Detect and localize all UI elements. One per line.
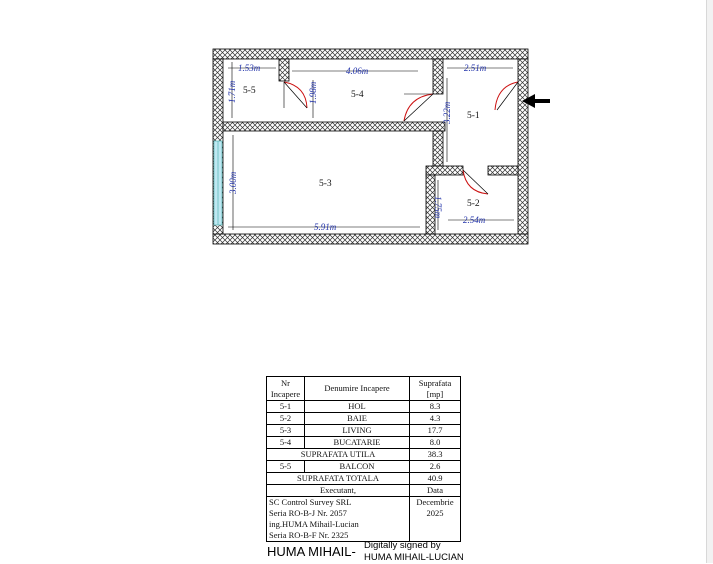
cell-util-area: 38.3 xyxy=(410,449,461,461)
cell-name: BALCON xyxy=(305,461,410,473)
table-row xyxy=(267,425,461,437)
dimension-label: 5.91m xyxy=(314,222,337,232)
dimension-label: 4.06m xyxy=(346,66,369,76)
dimension-label: 1.98m xyxy=(308,81,318,104)
date-line: 2025 xyxy=(426,508,444,518)
room-label: 5-2 xyxy=(467,199,480,209)
cell-name: HOL xyxy=(305,401,410,413)
door-arcs xyxy=(284,82,518,194)
digital-signature-line: HUMA MIHAIL-LUCIAN xyxy=(364,552,464,563)
dimension-label: 2.54m xyxy=(463,215,486,225)
dimension-label: 3.22m xyxy=(442,101,452,124)
company-info xyxy=(267,497,410,542)
room-legend-table xyxy=(266,376,461,542)
company-line: Seria RO-B-F Nr. 2325 xyxy=(269,530,349,540)
cell-nr: 5-3 xyxy=(267,425,305,437)
room-label: 5-5 xyxy=(243,86,256,96)
digital-signature-line: Digitally signed by xyxy=(364,540,441,551)
cell-area: 8.3 xyxy=(410,401,461,413)
table-row xyxy=(267,437,461,449)
date-info xyxy=(410,497,461,542)
header-name: Denumire Incapere xyxy=(305,377,410,401)
cell-nr: 5-2 xyxy=(267,413,305,425)
signature-name: HUMA MIHAIL- xyxy=(267,544,356,559)
room-label: 5-4 xyxy=(351,90,364,100)
table-row xyxy=(267,401,461,413)
cell-name: LIVING xyxy=(305,425,410,437)
table-row-util xyxy=(267,449,461,461)
header-nr: Nr Incapere xyxy=(267,377,305,401)
cell-area: 2.6 xyxy=(410,461,461,473)
company-line: Seria RO-B-J Nr. 2057 xyxy=(269,508,347,518)
cell-util-label: SUPRAFATA UTILA xyxy=(267,449,410,461)
digital-signature xyxy=(364,540,464,564)
date-line: Decembrie xyxy=(416,497,454,507)
dimension-label: 1.53m xyxy=(238,63,261,73)
table-row-executant xyxy=(267,485,461,497)
cell-area: 8.0 xyxy=(410,437,461,449)
room-label: 5-1 xyxy=(467,111,480,121)
cell-total-label: SUPRAFATA TOTALA xyxy=(267,473,410,485)
company-line: ing.HUMA Mihail-Lucian xyxy=(269,519,359,529)
table-row xyxy=(267,461,461,473)
table-row-total xyxy=(267,473,461,485)
cell-name: BUCATARIE xyxy=(305,437,410,449)
dimension-label: 1.75m xyxy=(433,196,443,219)
cell-area: 4.3 xyxy=(410,413,461,425)
cell-executant-label: Executant, xyxy=(267,485,410,497)
room-label: 5-3 xyxy=(319,179,332,189)
cell-nr: 5-4 xyxy=(267,437,305,449)
company-line: SC Control Survey SRL xyxy=(269,497,352,507)
door-leaves xyxy=(284,82,518,194)
cell-name: BAIE xyxy=(305,413,410,425)
table-row-company xyxy=(267,497,461,542)
cell-area: 17.7 xyxy=(410,425,461,437)
header-area: Suprafata [mp] xyxy=(410,377,461,401)
page-edge xyxy=(706,0,713,563)
cell-nr: 5-1 xyxy=(267,401,305,413)
dimension-label: 2.51m xyxy=(464,63,487,73)
cell-date-label: Data xyxy=(410,485,461,497)
table-row xyxy=(267,413,461,425)
cell-nr: 5-5 xyxy=(267,461,305,473)
dimension-label: 1.71m xyxy=(227,80,237,103)
dimension-label: 3.00m xyxy=(228,171,238,194)
cell-total-area: 40.9 xyxy=(410,473,461,485)
